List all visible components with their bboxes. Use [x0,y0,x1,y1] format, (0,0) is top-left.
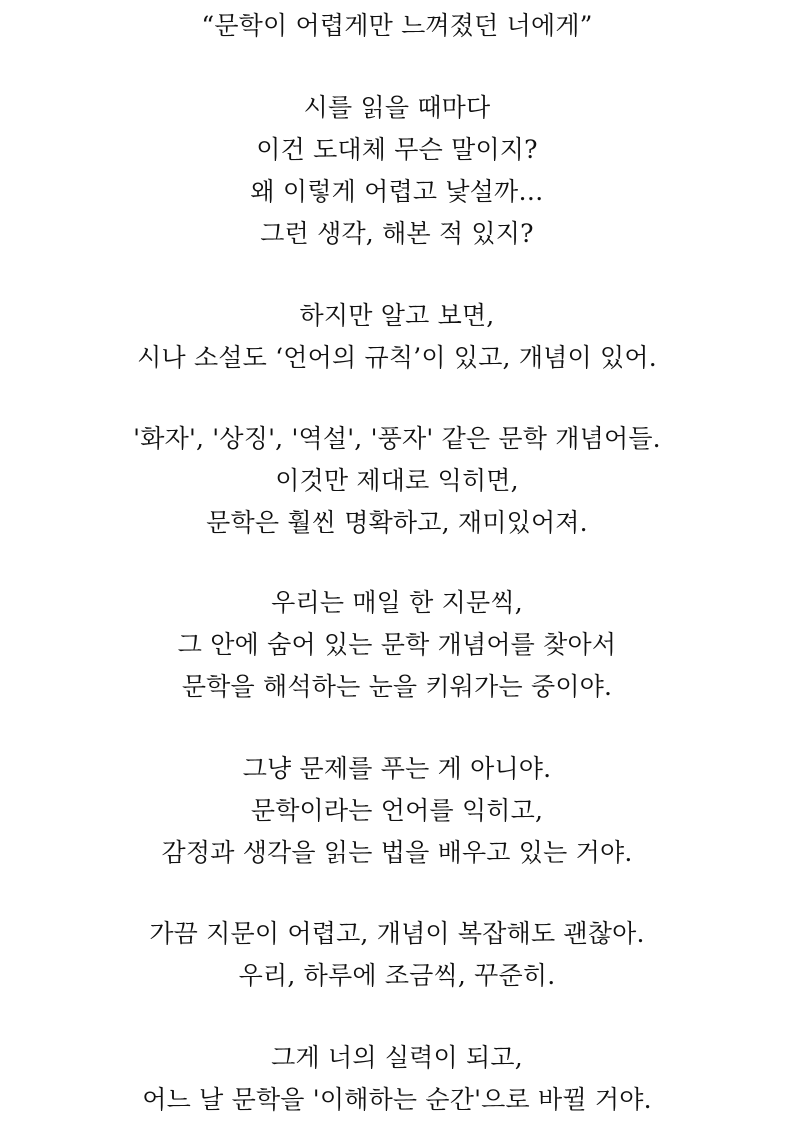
poem-line: 그 안에 숨어 있는 문학 개념어를 찾아서 [177,630,617,659]
poem-line: 우리는 매일 한 지문씩, [271,588,523,617]
poem-line: 문학을 해석하는 눈을 키워가는 중이야. [181,672,613,701]
poem-line: '화자', '상징', '역설', '풍자' 같은 문학 개념어들. [133,424,661,453]
poem-line: 왜 이렇게 어렵고 낯설까… [250,177,544,206]
poem-line: 그냥 문제를 푸는 게 아니야. [242,754,552,783]
poem-line: 감정과 생각을 읽는 법을 배우고 있는 거야. [161,838,633,867]
poem-line: 시를 읽을 때마다 [303,93,491,122]
poem-line: 문학이라는 언어를 익히고, [250,796,544,825]
poem-line: 어느 날 문학을 '이해하는 순간'으로 바뀔 거야. [142,1085,652,1114]
poem-line: 그게 너의 실력이 되고, [271,1043,523,1072]
poem-line: 하지만 알고 보면, [299,301,495,330]
poem-line: 이건 도대체 무슨 말이지? [256,135,538,164]
poem-title: “문학이 어렵게만 느껴졌던 너에게” [201,11,593,40]
poem-line: 시나 소설도 ‘언어의 규칙’이 있고, 개념이 있어. [137,343,657,372]
poem-line: 문학은 훨씬 명확하고, 재미있어져. [206,508,588,537]
poem-line: 이것만 제대로 익히면, [275,466,519,495]
poem-line: 우리, 하루에 조금씩, 꾸준히. [238,961,556,990]
poem-line: 가끔 지문이 어렵고, 개념이 복잡해도 괜찮아. [149,919,645,948]
poem-line: 그런 생각, 해본 적 있지? [260,219,534,248]
